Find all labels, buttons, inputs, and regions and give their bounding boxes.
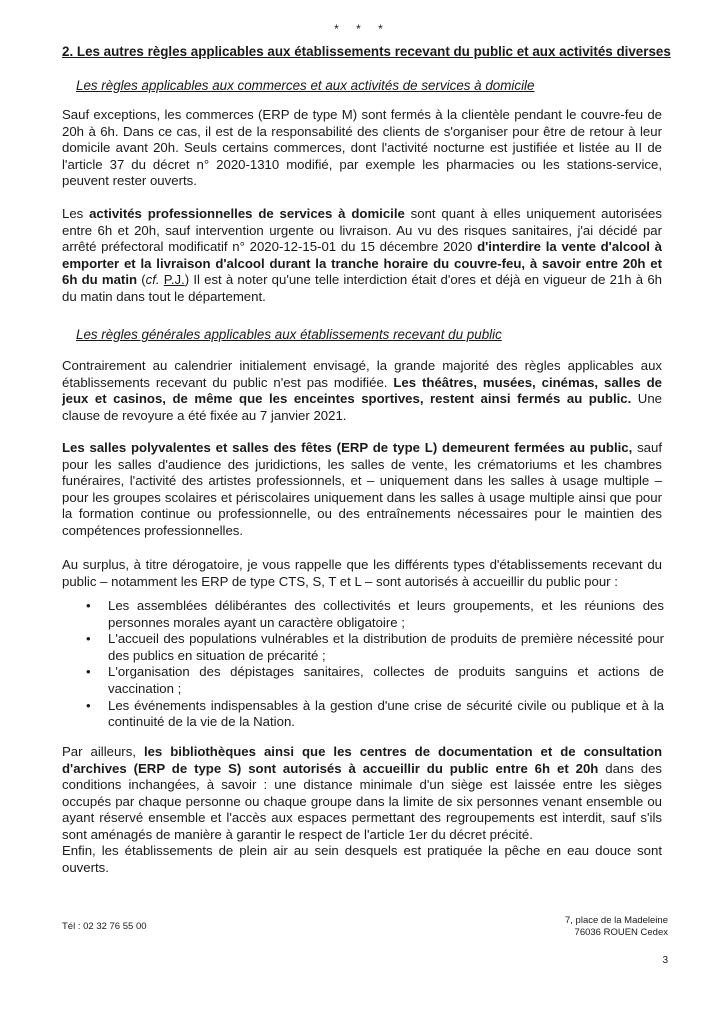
bold-run: Les salles polyvalentes et salles des fêtes (ERP de type L) demeurent fermées au public,: [62, 440, 633, 455]
text-run: Contrairement au calendrier initialement envisagé, la grande majorité des règles applicables aux établissements recevant du public n'est pas modifiée.: [62, 358, 662, 390]
bold-run: activités professionnelles de services à domicile: [89, 206, 405, 221]
section-title: 2. Les autres règles applicables aux établissements recevant du public et aux activités diverses: [62, 44, 671, 59]
paragraph-derogations: Au surplus, à titre dérogatoire, je vous rappelle que les différents types d'établissements recevant du public – notamment les ERP de type CTS, S, T et L – sont autorisés à accueillir du public pour :: [62, 557, 662, 589]
bold-run: Les théâtres, musées, cinémas, salles de jeux et casinos, de même que les enceintes sportives, restent ainsi fermés au public.: [62, 374, 662, 407]
address-line: 76036 ROUEN Cedex: [574, 927, 668, 938]
paragraph-plein-air: Enfin, les établissements de plein air au sein desquels est pratiquée la pêche en eau douce sont ouverts.: [62, 843, 662, 875]
bullet-list-derogations: [86, 598, 664, 731]
paragraph-services-domicile: [62, 206, 662, 306]
text-run: (: [137, 272, 146, 288]
list-item: • L'organisation des dépistages sanitaires, collectes de produits sanguins et actions de vaccination ;: [86, 664, 664, 697]
footer-address: [500, 915, 668, 939]
section-separator: * * *: [334, 22, 390, 36]
paragraph-salles-polyvalentes: [62, 440, 662, 540]
text-run: ) Il est à noter qu'une telle interdiction était d'ores et déjà en vigueur de 21h à 6h du matin dans tout le département.: [62, 272, 662, 304]
text-run: Les: [62, 206, 90, 221]
subsection-title-erp: Les règles générales applicables aux établissements recevant du public: [76, 327, 502, 342]
text-run: dans des conditions inchangées, à savoir : une distance minimale d'un siège est laissée entre les sièges occupés par chaque personne ou chaque groupe dans la limite de six personnes venant ensemble ou ayant réservé ensemble et l'accès aux espaces permettant des regroupements est interdit, sauf s'ils sont aménagés de manière à garantir le respect de l'article 1er du décret précité.: [62, 760, 663, 842]
subsection-title-commerces: Les règles applicables aux commerces et aux activités de services à domicile: [76, 78, 535, 93]
bold-run: d'interdire la vente d'alcool à emporter et la livraison d'alcool durant la tranche horaire du couvre-feu, à savoir entre 20h et 6h du matin: [62, 239, 662, 288]
footer-phone: Tél : 02 32 76 55 00: [62, 921, 147, 932]
paragraph-erp-calendar: [62, 358, 662, 424]
text-run: Une clause de revoyure a été fixée au 7 janvier 2021.: [62, 391, 662, 423]
address-line: 7, place de la Madeleine: [565, 915, 668, 926]
text-run: sont quant à elles uniquement autorisées entre 6h et 20h, sauf intervention urgente ou livraison. Au vu des risques sanitaires, j'ai décidé par arrêté préfectoral modificatif n° 2020-12-15-01 du 15 décembre 2020: [62, 206, 662, 255]
list-item: • Les assemblées délibérantes des collectivités et leurs groupements, et les réunions des personnes morales ayant un caractère obligatoire ;: [86, 598, 664, 631]
bold-run: les bibliothèques ainsi que les centres de documentation et de consultation d'archives (ERP de type S) sont autorisés à accueillir du public entre 6h et 20h: [62, 744, 662, 776]
paragraph-commerces: Sauf exceptions, les commerces (ERP de type M) sont fermés à la clientèle pendant le couvre-feu de 20h à 6h. Dans ce cas, il est de la responsabilité des clients de s'organiser pour être de retour à leur domicile avant 20h. Seuls certains commerces, dont l'activité nocturne est justifiée et listée au II de l'article 37 du décret n° 2020-1310 modifié, par exemple les pharmacies ou les stations-service, peuvent rester ouverts.: [62, 107, 662, 189]
attachment-reference: P.J.: [163, 272, 185, 288]
list-item: • Les événements indispensables à la gestion d'une crise de sécurité civile ou publique et à la continuité de la vie de la Nation.: [86, 698, 664, 731]
text-run: Par ailleurs,: [62, 744, 144, 759]
page-number: 3: [662, 955, 668, 966]
list-item: • L'accueil des populations vulnérables et la distribution de produits de première nécessité pour des publics en situation de précarité ;: [86, 631, 664, 664]
text-run: sauf pour les salles d'audience des juridictions, les salles de vente, les crématoriums et les chambres funéraires, l'activité des artistes professionnels, et – uniquement dans les salles à usage multiple – pour les groupes scolaires et périscolaires uniquement dans les salles à usage multiple ainsi que pour la formation continue ou professionnelle, ou des entraînements nécessaires pour le maintien des compétences professionnelles.: [62, 440, 662, 538]
paragraph-bibliotheques: [62, 744, 662, 844]
italic-run: cf.: [145, 272, 160, 288]
